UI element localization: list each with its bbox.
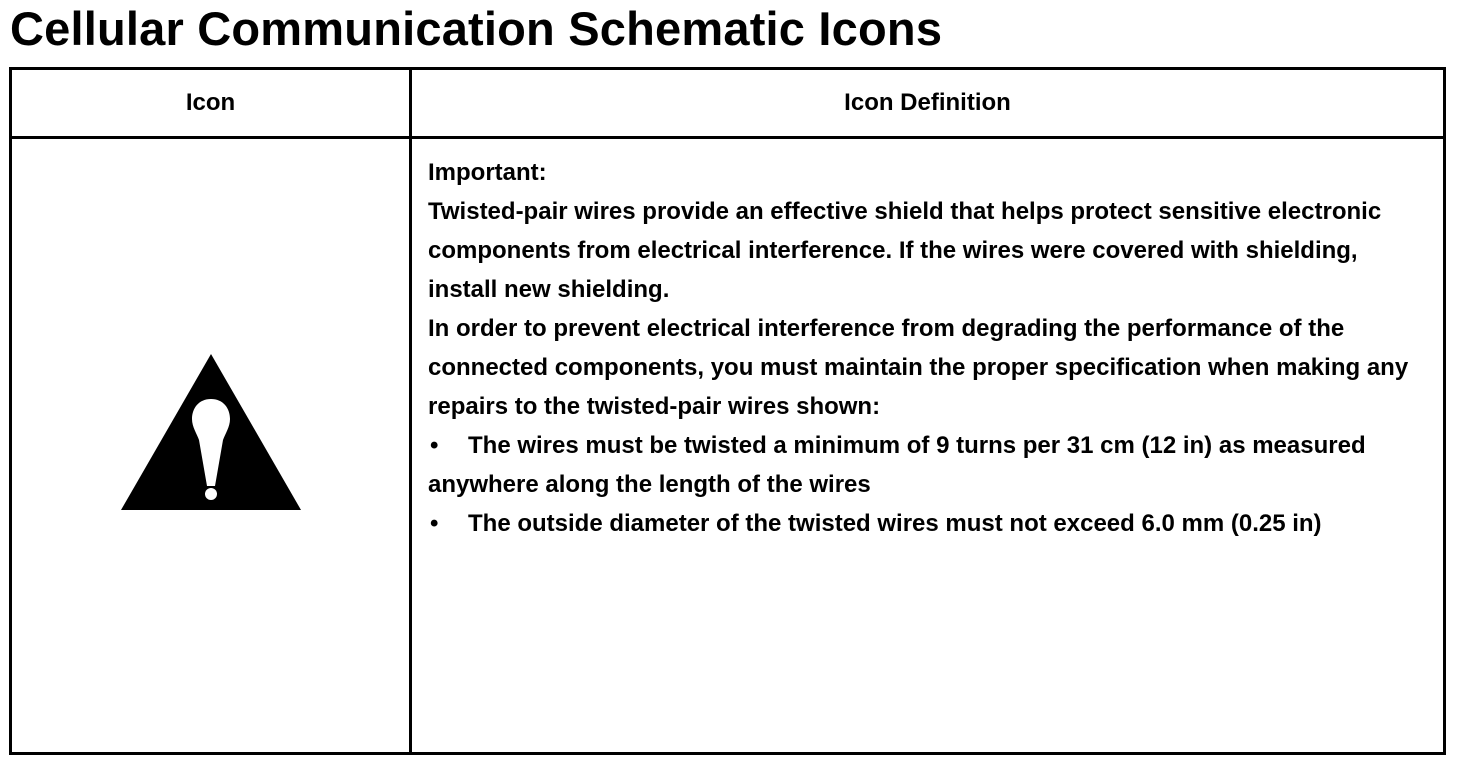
page-title: Cellular Communication Schematic Icons — [10, 2, 943, 55]
definition-cell — [411, 138, 1445, 754]
icon-cell — [11, 138, 411, 754]
caution-triangle-icon — [119, 352, 303, 512]
table-row — [11, 138, 1445, 754]
bullet-item — [428, 504, 1433, 543]
bullet-text: The wires must be twisted a minimum of 9 turns per 31 cm (12 in) as measured anywhere along the length of the wires — [428, 432, 1366, 498]
bullet-glyph: • — [430, 510, 439, 537]
bullet-text: The outside diameter of the twisted wires must not exceed 6.0 mm (0.25 in) — [468, 510, 1322, 537]
icon-definition-table — [9, 67, 1446, 755]
column-header-definition: Icon Definition — [411, 69, 1445, 138]
bullet-item — [428, 426, 1433, 504]
definition-paragraph: Twisted-pair wires provide an effective shield that helps protect sensitive electronic components from electrical interference. If the wires were covered with shielding, install new shielding. — [428, 198, 1382, 303]
column-header-icon: Icon — [11, 69, 411, 138]
bullet-glyph: • — [430, 432, 439, 459]
table-header-row — [11, 69, 1445, 138]
definition-heading: Important: — [428, 159, 547, 186]
definition-paragraph: In order to prevent electrical interference from degrading the performance of the connected components, you must maintain the proper specification when making any repairs to the twisted-pair wires shown: — [428, 315, 1409, 420]
